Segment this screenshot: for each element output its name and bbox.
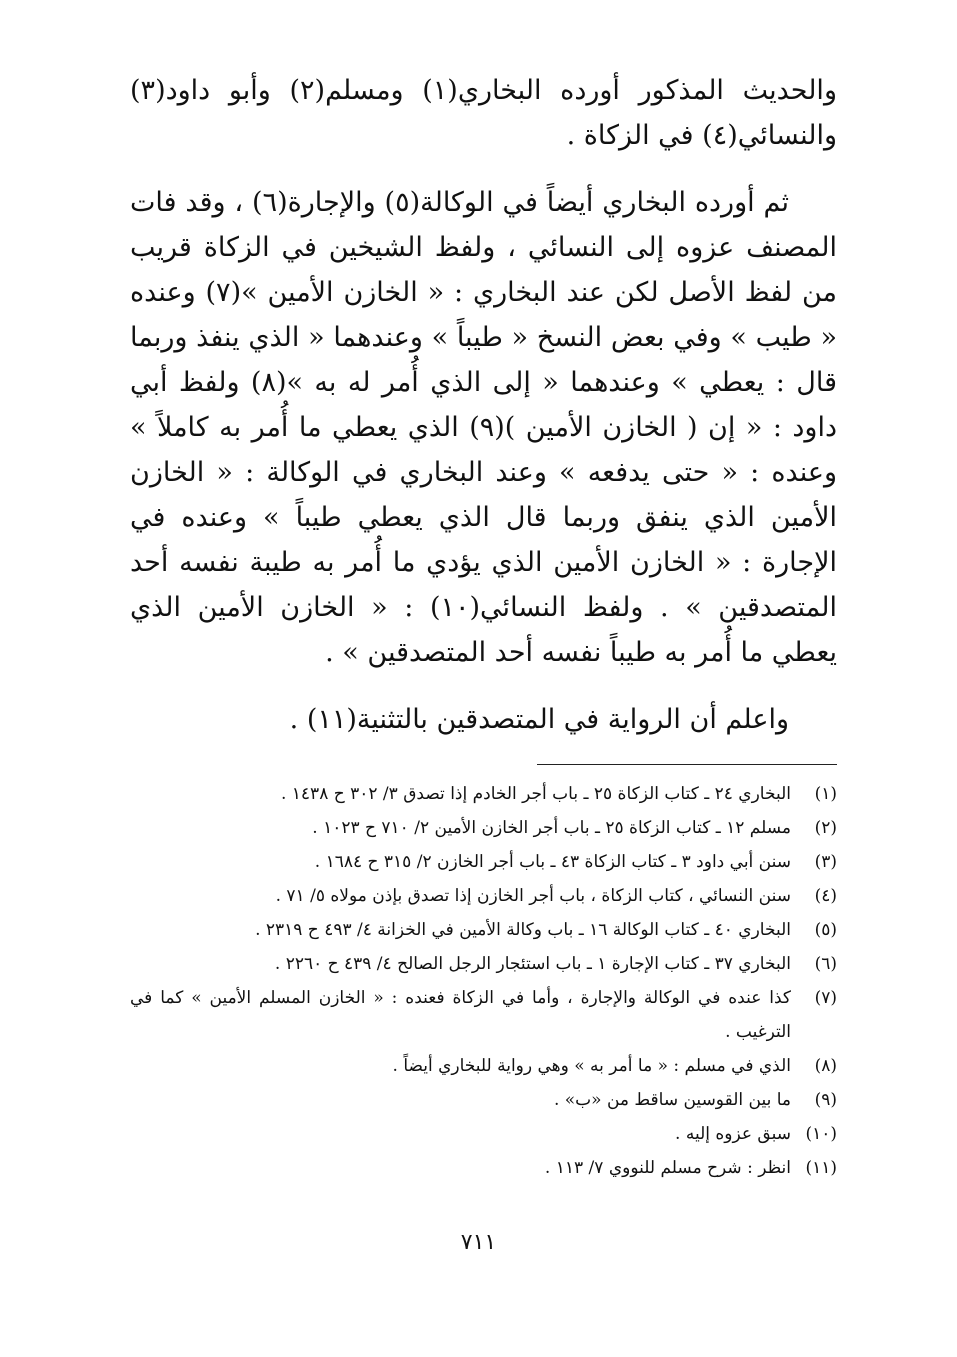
footnote-text: سنن أبي داود ٣ ـ كتاب الزكاة ٤٣ ـ باب أجر الخازن ٢/ ٣١٥ ح ١٦٨٤ . bbox=[314, 852, 791, 872]
footnote-item bbox=[130, 1151, 837, 1185]
footnote-text: البخاري ٢٤ ـ كتاب الزكاة ٢٥ ـ باب أجر الخادم إذا تصدق ٣/ ٣٠٢ ح ١٤٣٨ . bbox=[280, 784, 791, 804]
footnote-item bbox=[130, 913, 837, 947]
footnote-text: ما بين القوسين ساقط من «ب» . bbox=[553, 1090, 791, 1110]
footnote-text: مسلم ١٢ ـ كتاب الزكاة ٢٥ ـ باب أجر الخازن الأمين ٢/ ٧١٠ ح ١٠٢٣ . bbox=[312, 818, 791, 838]
footnote-number: (٢) bbox=[814, 818, 837, 838]
footnote-number: (١١) bbox=[805, 1158, 837, 1178]
footnote-item bbox=[130, 947, 837, 981]
footnote-item bbox=[130, 1083, 837, 1117]
footnote-separator bbox=[537, 764, 837, 765]
footnote-item bbox=[130, 845, 837, 879]
footnote-item bbox=[130, 981, 837, 1049]
footnote-text: البخاري ٤٠ ـ كتاب الوكالة ١٦ ـ باب وكالة الأمين في الخزانة ٤/ ٤٩٣ ح ٢٣١٩ . bbox=[255, 920, 791, 940]
footnote-number: (١٠) bbox=[805, 1124, 837, 1144]
footnote-number: (٩) bbox=[814, 1090, 837, 1110]
footnote-item bbox=[130, 879, 837, 913]
footnote-item bbox=[130, 1049, 837, 1083]
footnote-number: (١) bbox=[814, 784, 837, 804]
footnote-number: (٦) bbox=[814, 954, 837, 974]
footnote-item bbox=[130, 777, 837, 811]
footnote-item bbox=[130, 811, 837, 845]
footnote-text: الذي في مسلم : « ما أمر به » وهي رواية للبخاري أيضاً . bbox=[392, 1056, 791, 1076]
paragraph-3: واعلم أن الرواية في المتصدقين بالتثنية(١١) . bbox=[289, 704, 789, 735]
paragraph-2: ثم أورده البخاري أيضاً في الوكالة(٥) والإجارة(٦) ، وقد فات المصنف عزوه إلى النسائي ، ولفظ الشيخين في الزكاة قريب من لفظ الأصل لكن عند البخاري : « الخازن الأمين »(٧) وعنده « طيب » وفي بعض النسخ « طيباً » وعندهما « الذي ينفذ وربما قال : يعطي » وعندهما « إلى الذي أُمر له به »(٨) ولفظ أبي داود : « إن ( الخازن الأمين )(٩) الذي يعطي ما أُمر به كاملاً » وعنده : « حتى يدفعه » وعند البخاري في الوكالة : « الخازن الأمين الذي ينفق وربما قال الذي يعطي طيباً » وعنده في الإجارة : « الخازن الأمين الذي يؤدي ما أُمر به طيبة نفسه أحد المتصدقين » . ولفظ النسائي(١٠) : « الخازن الأمين الذي يعطي ما أُمر به طيباً نفسه أحد المتصدقين » . bbox=[130, 187, 838, 668]
footnote-text: انظر : شرح مسلم للنووي ٧/ ١١٣ . bbox=[544, 1158, 791, 1178]
page-number: ٧١١ bbox=[460, 1230, 497, 1255]
footnote-text: البخاري ٣٧ ـ كتاب الإجارة ١ ـ باب استئجار الرجل الصالح ٤/ ٤٣٩ ح ٢٢٦٠ . bbox=[274, 954, 791, 974]
footnotes-list bbox=[130, 777, 837, 1185]
footnote-number: (٤) bbox=[814, 886, 837, 906]
footnote-text: سبق عزوه إليه . bbox=[675, 1124, 791, 1144]
footnote-text: سنن النسائي ، كتاب الزكاة ، باب أجر الخازن إذا تصدق بإذن مولاه ٥/ ٧١ . bbox=[275, 886, 791, 906]
paragraph-1: والحديث المذكور أورده البخاري(١) ومسلم(٢) وأبو داود(٣) والنسائي(٤) في الزكاة . bbox=[130, 75, 837, 151]
footnote-number: (٨) bbox=[814, 1056, 837, 1076]
footnote-number: (٣) bbox=[814, 852, 837, 872]
footnote-number: (٥) bbox=[814, 920, 837, 940]
footnote-text: كذا عنده في الوكالة والإجارة ، وأما في الزكاة فعنده : « الخازن المسلم الأمين » كما في الترغيب . bbox=[130, 988, 791, 1042]
footnote-number: (٧) bbox=[814, 988, 837, 1008]
footnote-item bbox=[130, 1117, 837, 1151]
